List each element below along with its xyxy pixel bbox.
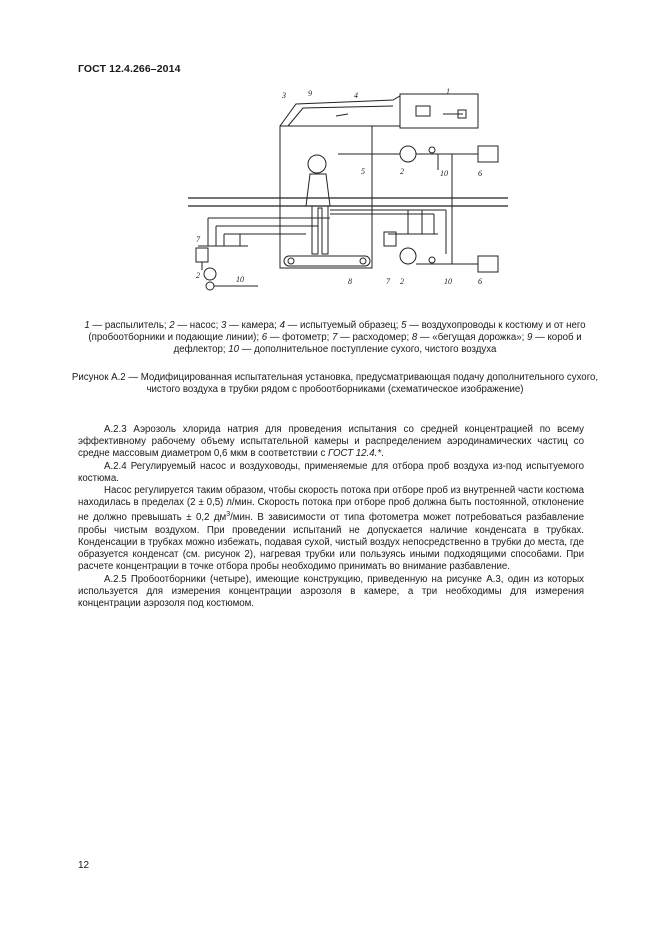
valve-left xyxy=(206,282,214,290)
pump-right xyxy=(400,248,416,264)
label-6-lower: 6 xyxy=(478,277,482,286)
legend-num: 6 xyxy=(261,332,268,344)
legend-text: — распылитель; xyxy=(89,320,170,331)
paragraph-a23 xyxy=(78,424,584,461)
legend-text: — дополнительное поступление сухого, чистого воздуха xyxy=(239,344,497,356)
valve-lower xyxy=(429,257,435,263)
page-number: 12 xyxy=(78,860,90,871)
p3-superscript: 3 xyxy=(226,511,231,519)
legend-text: — «бегущая дорожка»; xyxy=(417,332,527,344)
body-text xyxy=(78,424,584,610)
figure-caption: Рисунок А.2 — Модифицированная испытательная установка, предусматривающая подачу дополнительного сухого, чистого воздуха в трубки рядом с пробоотборниками (схематическое изображение) xyxy=(71,372,599,396)
label-5: 5 xyxy=(361,167,365,176)
figure-legend xyxy=(70,320,600,357)
paragraph-pump xyxy=(78,485,584,574)
photometer-upper xyxy=(478,146,498,162)
paragraph-a25: А.2.5 Пробоотборники (четыре), имеющие конструкцию, приведенную на рисунке А.3, один из которых используется для измерения концентрации аэрозоля в камере, а три необходимы для измерения концентрации аэрозоля под костюмом. xyxy=(78,573,584,610)
legend-num: 7 xyxy=(331,332,338,344)
p1-end: . xyxy=(381,448,384,460)
p3-part1: Насос регулируется таким образом, чтобы скорость потока при отборе проб из внутренней части костюма находилась в пределах (2 ± 0,5) л/мин. Скорость потока при отборе проб должна быть постоянной, отклонение не должно превышать ± 0,2 дм xyxy=(78,485,584,524)
paragraph-a24: А.2.4 Регулируемый насос и воздуховоды, применяемые для отбора проб воздуха из-под испытуемого костюма. xyxy=(78,460,584,484)
legend-text: — воздухопроводы к костюму и от него (пробоотборники и подающие линии); xyxy=(88,320,586,344)
test-subject-head xyxy=(308,155,326,173)
legend-num: 4 xyxy=(279,320,285,331)
legend-text: — испытуемый образец; xyxy=(284,320,402,331)
deflector xyxy=(288,106,393,126)
legend-num: 2 xyxy=(169,320,175,331)
duct-box xyxy=(280,96,400,126)
legend-num: 5 xyxy=(401,320,407,331)
chamber xyxy=(280,126,372,268)
pump-left xyxy=(204,268,216,280)
treadmill-roller-right xyxy=(360,258,366,264)
label-2-right: 2 xyxy=(400,277,404,286)
label-10-upper: 10 xyxy=(440,169,448,178)
airflow-arrow xyxy=(336,114,348,116)
pump-upper xyxy=(400,146,416,162)
label-9: 9 xyxy=(308,89,312,98)
p1-text: А.2.3 Аэрозоль хлорида натрия для проведения испытания со средней концентрацией по всему эффективному рабочему объему испытательной камеры и распределением аэродинамических частиц со средне массовым диаметром 0,6 мкм в соответствии с xyxy=(78,424,584,460)
treadmill-roller-left xyxy=(288,258,294,264)
legend-num: 9 xyxy=(527,332,533,344)
label-10-right: 10 xyxy=(444,277,452,286)
label-7-right: 7 xyxy=(386,277,390,286)
label-1: 1 xyxy=(446,87,450,96)
p3-part2: /мин. В зависимости от типа фотометра может потребоваться разбавление пробы чистым воздухом. При проведении испытаний не допускается наличие конденсата в трубках. Конденсации в трубках можно избежать, подавая сухой, чистый воздух непосредственно в трубки до места, где образуется конденсат (см. рисунок 2), нагревая трубки или пользуясь иными подходящими способами. При расчете концентрации в точке отбора пробы необходимо принимать во внимание разбавление. xyxy=(78,512,584,573)
figure-a2-diagram xyxy=(188,86,508,308)
label-2-upper: 2 xyxy=(400,167,404,176)
test-rig-schematic xyxy=(188,86,508,308)
document-header: ГОСТ 12.4.266–2014 xyxy=(78,63,181,75)
sprayer-nozzle xyxy=(416,106,430,116)
legend-text: — короб и дефлектор; xyxy=(173,332,582,356)
label-7-left: 7 xyxy=(196,235,200,244)
valve-upper xyxy=(429,147,435,153)
label-4: 4 xyxy=(354,91,358,100)
label-3: 3 xyxy=(282,91,286,100)
label-6-upper: 6 xyxy=(478,169,482,178)
flowmeter-left xyxy=(196,248,208,262)
legend-text: — расходомер; xyxy=(337,332,412,344)
photometer-lower xyxy=(478,256,498,272)
label-8: 8 xyxy=(348,277,352,286)
legend-num: 1 xyxy=(84,320,90,331)
legend-text: — камера; xyxy=(226,320,280,331)
test-subject-body xyxy=(306,174,330,254)
legend-text: — насос; xyxy=(174,320,222,331)
legend-num: 10 xyxy=(228,344,240,356)
legend-num: 8 xyxy=(411,332,418,344)
label-2-left: 2 xyxy=(196,271,200,280)
label-10-left: 10 xyxy=(236,275,244,284)
p1-reference: ГОСТ 12.4.* xyxy=(328,448,382,460)
legend-text: — фотометр; xyxy=(267,332,332,344)
treadmill xyxy=(284,256,370,266)
legend-num: 3 xyxy=(221,320,227,331)
